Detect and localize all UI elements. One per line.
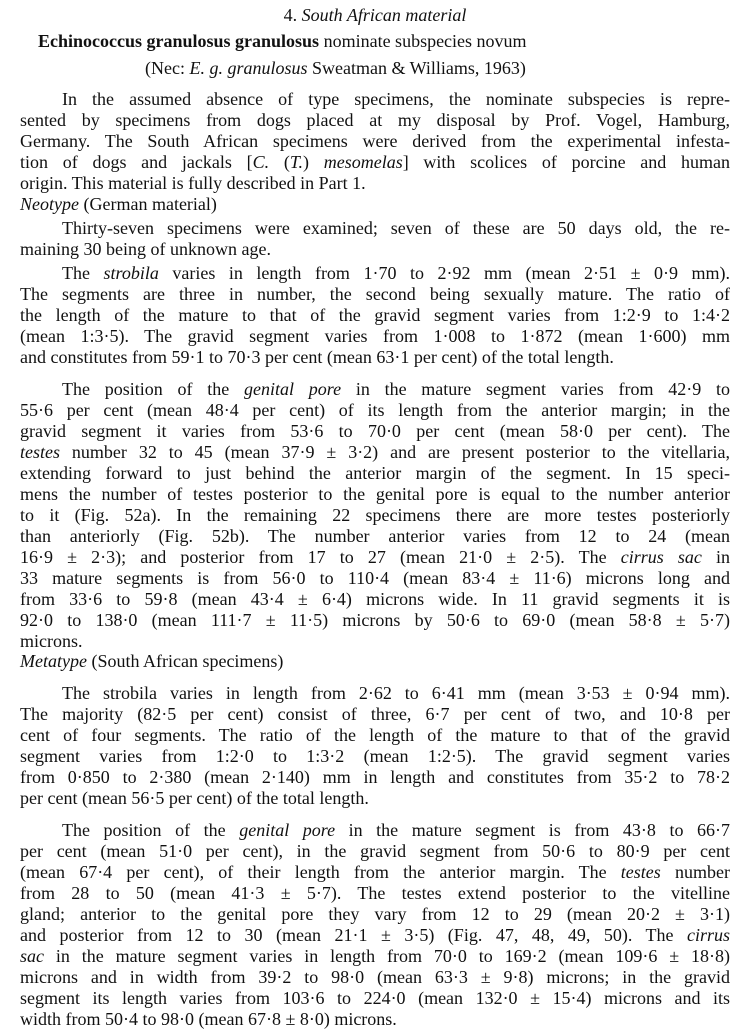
paragraph-neotype-count: [20, 218, 730, 260]
text-segment: in the mature segment varies from 42·9 to: [341, 379, 730, 399]
italic-text: Neotype: [20, 194, 79, 214]
text-line: [20, 284, 730, 305]
text-line: [20, 442, 730, 463]
text-line: [20, 131, 730, 152]
text-line: [20, 5, 730, 26]
italic-text: C.: [252, 152, 270, 172]
text-segment: in the mature segment varies in length from 70·0 to 169·2 (mean 109·6 ± 18·8): [44, 946, 730, 966]
paragraph-neotype-strobila: [20, 263, 730, 368]
text-segment: Thirty-seven specimens were examined; seven of these are 50 days old, the re-: [62, 218, 730, 238]
text-line: [20, 379, 730, 400]
species-title: [38, 31, 738, 52]
italic-text: genital pore: [243, 379, 342, 399]
text-line: [20, 194, 730, 215]
neotype-heading: [20, 194, 730, 215]
italic-text: cirrus: [686, 925, 730, 945]
text-segment: origin. This material is fully described in Part 1.: [20, 173, 366, 193]
text-segment: in the mature segment is from 43·8 to 66·7: [335, 820, 730, 840]
italic-text: strobila: [103, 263, 159, 283]
text-segment: from 28 to 50 (mean 41·3 ± 5·7). The testes extend posterior to the vitelline: [20, 883, 730, 903]
text-segment: segment varies from 1:2·0 to 1:3·2 (mean 1:2·5). The gravid segment varies: [20, 746, 730, 766]
text-segment: than anteriorly (Fig. 52b). The number anterior varies from 12 to 24 (mean: [20, 526, 730, 546]
text-segment: cent of four segments. The ratio of the length of the mature to that of the gravid: [20, 725, 730, 745]
paragraph-metatype-strobila: [20, 683, 730, 809]
text-segment: (South African specimens): [86, 651, 284, 671]
italic-text: Metatype: [20, 651, 87, 671]
text-line: [20, 589, 730, 610]
italic-text: South African material: [301, 5, 467, 25]
text-line: [20, 631, 730, 652]
text-segment: The majority (82·5 per cent) consist of three, 6·7 per cent of two, and 10·8 per: [20, 704, 730, 724]
text-line: [20, 568, 730, 589]
text-line: [20, 326, 730, 347]
paragraph-neotype-genital-pore: [20, 379, 730, 652]
italic-text: mesomelas: [323, 152, 403, 172]
text-segment: tion of dogs and jackals [: [20, 152, 253, 172]
text-segment: Germany. The South African specimens were derived from the experimental infesta-: [20, 131, 730, 151]
text-segment: maining 30 being of unknown age.: [20, 239, 271, 259]
text-line: [20, 610, 730, 631]
text-segment: from 33·6 to 59·8 (mean 43·4 ± 6·4) microns wide. In 11 gravid segments it is: [20, 589, 730, 609]
text-line: [20, 967, 730, 988]
text-segment: to it (Fig. 52a). In the remaining 22 specimens there are more testes posteriorly: [20, 505, 730, 525]
text-segment: The strobila varies in length from 2·62 to 6·41 mm (mean 3·53 ± 0·94 mm).: [62, 683, 730, 703]
text-line: [20, 89, 730, 110]
text-segment: per cent (mean 51·0 per cent), in the gravid segment from 50·6 to 80·9 per cent: [20, 841, 730, 861]
text-line: [20, 110, 730, 131]
synonymy-note: [145, 58, 735, 79]
text-segment: Sweatman & Williams, 1963): [307, 58, 526, 78]
text-line: [20, 1009, 730, 1030]
text-segment: ): [303, 152, 324, 172]
section-heading: [20, 5, 730, 26]
text-segment: segment its length varies from 103·6 to 224·0 (mean 132·0 ± 15·4) microns and its: [20, 988, 730, 1008]
text-segment: nominate subspecies novum: [319, 31, 527, 51]
text-segment: width from 50·4 to 98·0 (mean 67·8 ± 8·0) microns.: [20, 1009, 397, 1029]
text-line: [20, 841, 730, 862]
text-segment: The position of the: [62, 820, 240, 840]
italic-text: cirrus sac: [620, 547, 702, 567]
text-segment: extending forward to just behind the anterior margin of the segment. In 15 speci-: [20, 463, 730, 483]
text-line: [20, 421, 730, 442]
italic-text: T.: [289, 152, 303, 172]
text-line: [20, 305, 730, 326]
text-line: [20, 152, 730, 173]
text-line: [20, 400, 730, 421]
text-segment: and posterior from 12 to 30 (mean 21·1 ± 3·5) (Fig. 47, 48, 49, 50). The: [20, 925, 687, 945]
text-segment: (: [269, 152, 290, 172]
bold-text: Echinococcus granulosus granulosus: [38, 31, 320, 51]
text-segment: gland; anterior to the genital pore they vary from 12 to 29 (mean 20·2 ± 3·1): [20, 904, 730, 924]
text-line: [20, 263, 730, 284]
text-segment: The: [62, 263, 104, 283]
text-segment: number 32 to 45 (mean 37·9 ± 3·2) and are present posterior to the vitellaria,: [60, 442, 730, 462]
text-line: [20, 239, 730, 260]
text-line: [20, 883, 730, 904]
text-segment: sented by specimens from dogs placed at my disposal by Prof. Vogel, Hamburg,: [20, 110, 730, 130]
text-segment: (mean 1:3·5). The gravid segment varies from 1·008 to 1·872 (mean 1·600) mm: [20, 326, 730, 346]
text-segment: 16·9 ± 2·3); and posterior from 17 to 27 (mean 21·0 ± 2·5). The: [20, 547, 621, 567]
text-line: [20, 788, 730, 809]
text-line: [20, 704, 730, 725]
text-segment: 55·6 per cent (mean 48·4 per cent) of its length from the anterior margin; in the: [20, 400, 730, 420]
text-segment: (Nec:: [145, 58, 190, 78]
text-line: [20, 767, 730, 788]
text-line: [20, 946, 730, 967]
metatype-heading: [20, 651, 730, 672]
text-segment: In the assumed absence of type specimens, the nominate subspecies is repre-: [62, 89, 730, 109]
text-segment: The segments are three in number, the second being sexually mature. The ratio of: [20, 284, 730, 304]
text-segment: and constitutes from 59·1 to 70·3 per cent (mean 63·1 per cent) of the total length.: [20, 347, 614, 367]
text-segment: varies in length from 1·70 to 2·92 mm (mean 2·51 ± 0·9 mm).: [158, 263, 730, 283]
italic-text: testes: [620, 862, 661, 882]
text-line: [20, 547, 730, 568]
italic-text: genital pore: [239, 820, 336, 840]
italic-text: testes: [20, 442, 60, 462]
text-line: [20, 862, 730, 883]
text-segment: The position of the: [62, 379, 244, 399]
text-segment: the length of the mature to that of the gravid segment varies from 1:2·9 to 1:4·2: [20, 305, 730, 325]
text-line: [20, 725, 730, 746]
text-segment: mens the number of testes posterior to the genital pore is equal to the number anterior: [20, 484, 730, 504]
text-segment: 92·0 to 138·0 (mean 111·7 ± 11·5) microns by 50·6 to 69·0 (mean 58·8 ± 5·7): [20, 610, 730, 630]
text-segment: ] with scolices of porcine and human: [402, 152, 730, 172]
text-line: [20, 173, 730, 194]
text-segment: per cent (mean 56·5 per cent) of the total length.: [20, 788, 369, 808]
text-line: [20, 347, 730, 368]
text-line: [145, 58, 735, 79]
paragraph-metatype-genital-pore: [20, 820, 730, 1030]
text-line: [20, 820, 730, 841]
italic-text: sac: [20, 946, 44, 966]
text-segment: (mean 67·4 per cent), of their length from the anterior margin. The: [20, 862, 621, 882]
paragraph-intro: [20, 89, 730, 194]
text-segment: number: [660, 862, 730, 882]
text-segment: from 0·850 to 2·380 (mean 2·140) mm in length and constitutes from 35·2 to 78·2: [20, 767, 730, 787]
text-line: [20, 925, 730, 946]
text-line: [20, 683, 730, 704]
text-segment: microns.: [20, 631, 83, 651]
text-line: [20, 988, 730, 1009]
text-line: [20, 746, 730, 767]
text-line: [20, 526, 730, 547]
text-segment: 33 mature segments is from 56·0 to 110·4 (mean 83·4 ± 11·6) microns long and: [20, 568, 730, 588]
italic-text: E. g. granulosus: [189, 58, 308, 78]
text-segment: microns and in width from 39·2 to 98·0 (mean 63·3 ± 9·8) microns; in the gravid: [20, 967, 730, 987]
text-line: [20, 484, 730, 505]
text-line: [20, 505, 730, 526]
text-line: [20, 463, 730, 484]
text-segment: 4.: [283, 5, 302, 25]
text-line: [20, 218, 730, 239]
text-line: [20, 651, 730, 672]
text-line: [20, 904, 730, 925]
text-segment: gravid segment it varies from 53·6 to 70·0 per cent (mean 58·0 per cent). The: [20, 421, 730, 441]
text-segment: in: [701, 547, 730, 567]
text-line: [38, 31, 738, 52]
text-segment: (German material): [78, 194, 217, 214]
